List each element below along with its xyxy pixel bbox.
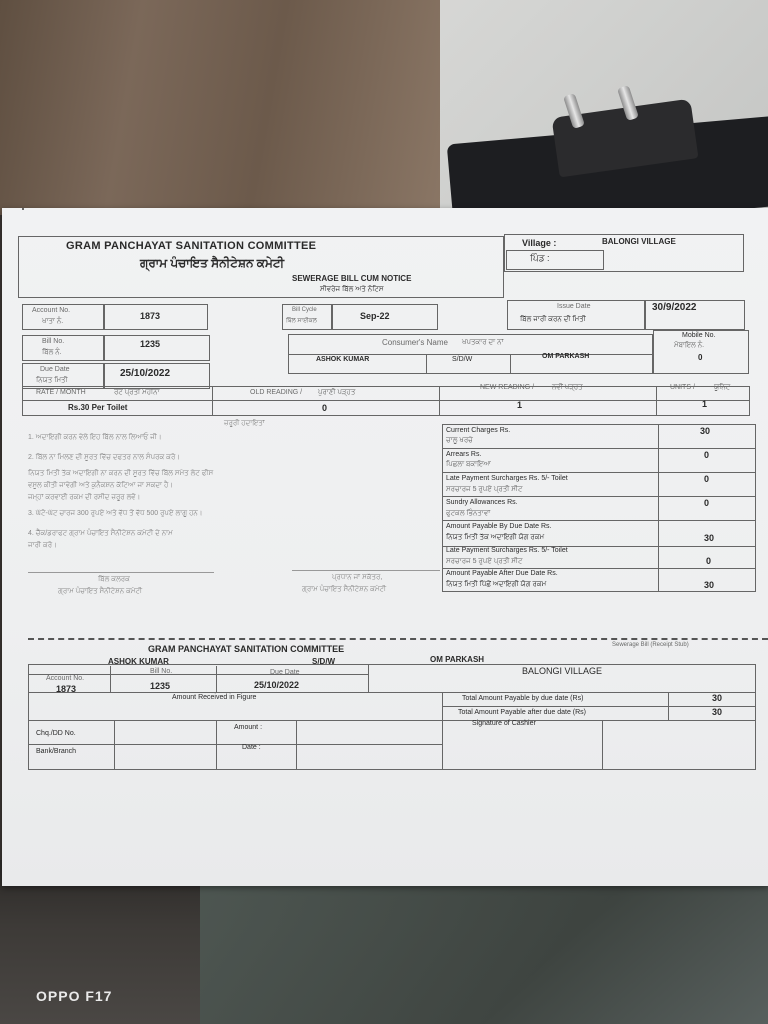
amount-by-due-label: Amount Payable By Due Date Rs. xyxy=(446,523,552,530)
late-surcharge-2-value: 0 xyxy=(706,556,712,566)
tear-off-line xyxy=(28,638,768,640)
bill-title: GRAM PANCHAYAT SANITATION COMMITTEE xyxy=(66,240,317,252)
instruction-line: 2. ਬਿੱਲ ਨਾ ਮਿਲਣ ਦੀ ਸੂਰਤ ਵਿੱਚ ਦਫਤਰ ਨਾਲ ਸੰਪਰਕ ਕਰੋ। xyxy=(28,454,180,461)
current-charges-value: 30 xyxy=(700,426,711,436)
consumer-name-value: ASHOK KUMAR xyxy=(316,356,370,363)
receipt-bill-no: 1235 xyxy=(150,681,171,691)
receipt-account-no-label: Account No. xyxy=(46,675,85,682)
rate-value: Rs.30 Per Toilet xyxy=(68,403,128,412)
old-reading-label: OLD READING / xyxy=(250,389,303,396)
arrears-label-punjabi: ਪਿਛਲਾ ਬਕਾਇਆ xyxy=(446,461,491,468)
bill-title-punjabi: ਗ੍ਰਾਮ ਪੰਚਾਇਤ ਸੈਨੀਟੇਸ਼ਨ ਕਮੇਟੀ xyxy=(140,256,285,270)
bill-subtitle: SEWERAGE BILL CUM NOTICE xyxy=(292,274,412,283)
signature-bill-clerk: ਬਿੱਲ ਕਲਰਕ xyxy=(98,576,130,583)
cashier-signature-label: Signature of Cashier xyxy=(472,720,536,727)
background-glass xyxy=(200,880,768,1024)
account-no-label-punjabi: ਖਾਤਾ ਨੰ. xyxy=(42,318,64,325)
bill-subtitle-punjabi: ਸੀਵਰੇਜ ਬਿੱਲ ਅਤੇ ਨੋਟਿਸ xyxy=(320,286,384,293)
units-label: UNITS / xyxy=(670,384,695,391)
instruction-line: ਜਾਰੀ ਕਰੋ। xyxy=(28,542,57,549)
receipt-title: GRAM PANCHAYAT SANITATION COMMITTEE xyxy=(148,644,345,654)
current-charges-label-punjabi: ਚਾਲੂ ਖਰਚੇ xyxy=(446,437,473,444)
amount-after-due-value: 30 xyxy=(704,580,715,590)
issue-date-label-punjabi: ਬਿੱਲ ਜਾਰੀ ਕਰਨ ਦੀ ਮਿਤੀ xyxy=(520,316,586,323)
amount-label: Amount : xyxy=(234,724,263,731)
receipt-consumer-name: ASHOK KUMAR xyxy=(108,657,169,666)
receipt-stub-label: Sewerage Bill (Receipt Stub) xyxy=(612,642,689,648)
bill-cycle-value: Sep-22 xyxy=(360,311,390,321)
units-value: 1 xyxy=(702,399,708,409)
bank-branch-label: Bank/Branch xyxy=(36,748,77,755)
father-name-value: OM PARKASH xyxy=(542,353,590,360)
instruction-line: 1. ਅਦਾਇਗੀ ਕਰਨ ਵੇਲੇ ਇਹ ਬਿੱਲ ਨਾਲ ਲਿਆਓ ਜੀ। xyxy=(28,434,162,441)
issue-date-value: 30/9/2022 xyxy=(652,302,697,313)
total-after-due-label: Total Amount Payable after due date (Rs) xyxy=(458,709,587,716)
receipt-bill-no-label: Bill No. xyxy=(150,668,173,675)
bill-no-label-punjabi: ਬਿੱਲ ਨੰ. xyxy=(42,349,62,356)
late-surcharge-2-label-punjabi: ਸਰਚਾਰਜ 5 ਰੁਪਏ ਪ੍ਰਤੀ ਸੀਟ xyxy=(446,558,523,565)
receipt-account-no: 1873 xyxy=(56,684,77,694)
receipt-relation: S/D/W xyxy=(312,657,336,666)
consumer-name-label: Consumer's Name xyxy=(382,338,448,347)
bill-cycle-label-punjabi: ਬਿੱਲ ਸਾਈਕਲ xyxy=(286,318,317,324)
rate-label: RATE / MONTH xyxy=(36,389,86,396)
village-value: BALONGI VILLAGE xyxy=(602,237,676,246)
instruction-line: 3. ਘੱਟੋ-ਘੱਟ ਚਾਰਜ 300 ਰੁਪਏ ਅਤੇ ਵੱਧ ਤੋਂ ਵੱਧ 500 ਰੁਪਏ ਲਾਗੂ ਹਨ। xyxy=(28,510,203,517)
late-surcharge-value: 0 xyxy=(704,474,710,484)
village-label-box xyxy=(506,250,604,270)
sundry-label: Sundry Allowances Rs. xyxy=(446,499,518,506)
sewerage-bill-document xyxy=(2,208,768,886)
account-no-value: 1873 xyxy=(140,311,161,321)
receipt-due-date: 25/10/2022 xyxy=(254,680,300,690)
bill-no-label: Bill No. xyxy=(42,338,65,345)
new-reading-label: NEW READING / xyxy=(480,384,535,391)
amount-after-due-label-punjabi: ਨਿਯਤ ਮਿਤੀ ਪਿੱਛੋਂ ਅਦਾਇਗੀ ਯੋਗ ਰਕਮ xyxy=(446,581,547,588)
consumer-name-label-punjabi: ਖਪਤਕਾਰ ਦਾ ਨਾਂ xyxy=(462,339,504,346)
village-label: Village : xyxy=(522,238,557,248)
current-charges-label: Current Charges Rs. xyxy=(446,427,511,434)
units-label-punjabi: ਯੂਨਿਟ xyxy=(714,384,731,391)
bill-no-value: 1235 xyxy=(140,339,161,349)
issue-date-label: Issue Date xyxy=(557,303,591,310)
due-date-value: 25/10/2022 xyxy=(120,368,171,379)
sundry-value: 0 xyxy=(704,498,710,508)
instruction-line: ਵਸੂਲ ਕੀਤੀ ਜਾਵੇਗੀ ਅਤੇ ਕੁਨੈਕਸ਼ਨ ਕੱਟਿਆ ਜਾ ਸਕਦਾ ਹੈ। xyxy=(28,482,173,489)
new-reading-value: 1 xyxy=(517,400,523,410)
late-surcharge-label: Late Payment Surcharges Rs. 5/- Toilet xyxy=(446,475,568,482)
instruction-line: ਜਮ੍ਹਾਂ ਕਰਵਾਈ ਰਕਮ ਦੀ ਰਸੀਦ ਜ਼ਰੂਰ ਲਵੋ। xyxy=(28,494,141,501)
signature-president: ਪ੍ਰਧਾਨ ਜਾਂ ਸਕੱਤਰ, xyxy=(332,574,383,581)
signature-president-org: ਗ੍ਰਾਮ ਪੰਚਾਇਤ ਸੈਨੀਟੇਸ਼ਨ ਕਮੇਟੀ xyxy=(302,586,387,593)
instructions-heading: ਜ਼ਰੂਰੀ ਹਦਾਇਤਾਂ xyxy=(224,420,265,427)
late-surcharge-label-punjabi: ਸਰਚਾਰਜ 5 ਰੁਪਏ ਪ੍ਰਤੀ ਸੀਟ xyxy=(446,486,523,493)
instruction-line: 4. ਚੈੱਕ/ਡਰਾਫਟ ਗ੍ਰਾਮ ਪੰਚਾਇਤ ਸੈਨੀਟੇਸ਼ਨ ਕਮੇਟੀ ਦੇ ਨਾਮ xyxy=(28,530,173,537)
old-reading-label-punjabi: ਪੁਰਾਣੀ ਪੜ੍ਹਤ xyxy=(318,389,356,396)
amount-by-due-label-punjabi: ਨਿਯਤ ਮਿਤੀ ਤੱਕ ਅਦਾਇਗੀ ਯੋਗ ਰਕਮ xyxy=(446,534,545,541)
due-date-label: Due Date xyxy=(40,366,70,373)
amount-after-due-label: Amount Payable After Due Date Rs. xyxy=(446,570,558,577)
rate-label-punjabi: ਰੇਟ ਪ੍ਰਤੀ ਮਹੀਨਾ xyxy=(114,389,160,396)
mobile-label-punjabi: ਮੋਬਾਇਲ ਨੰ. xyxy=(674,342,705,349)
signature-bill-clerk-org: ਗ੍ਰਾਮ ਪੰਚਾਇਤ ਸੈਨੀਟੇਸ਼ਨ ਕਮੇਟੀ xyxy=(58,588,143,595)
total-by-due-value: 30 xyxy=(712,693,723,703)
relation-label: S/D/W xyxy=(452,356,473,363)
arrears-value: 0 xyxy=(704,450,710,460)
date-label: Date : xyxy=(242,744,261,751)
late-surcharge-2-label: Late Payment Surcharges Rs. 5/- Toilet xyxy=(446,547,568,554)
instruction-line: ਨਿਯਤ ਮਿਤੀ ਤੱਕ ਅਦਾਇਗੀ ਨਾ ਕਰਨ ਦੀ ਸੂਰਤ ਵਿੱਚ ਬਿੱਲ ਸਮੇਤ ਲੇਟ ਫੀਸ xyxy=(28,470,214,477)
total-by-due-label: Total Amount Payable by due date (Rs) xyxy=(462,695,584,702)
village-label-punjabi: ਪਿੰਡ : xyxy=(530,253,550,263)
new-reading-label-punjabi: ਨਵੀਂ ਪੜ੍ਹਤ xyxy=(552,384,583,391)
sundry-label-punjabi: ਫੁਟਕਲ ਭਿੰਨਤਾਵਾਂ xyxy=(446,510,491,517)
bill-cycle-label: Bill Cycle xyxy=(292,307,317,313)
amount-by-due-value: 30 xyxy=(704,533,715,543)
amount-received-figure-label: Amount Received in Figure xyxy=(172,694,257,701)
old-reading-value: 0 xyxy=(322,403,328,413)
total-after-due-value: 30 xyxy=(712,707,723,717)
receipt-father-name: OM PARKASH xyxy=(430,655,485,664)
receipt-due-date-label: Due Date xyxy=(270,669,300,676)
camera-watermark: OPPO F17 xyxy=(36,988,113,1004)
chq-dd-label: Chq./DD No. xyxy=(36,730,76,737)
account-no-label: Account No. xyxy=(32,307,71,314)
receipt-grid xyxy=(28,664,756,770)
due-date-label-punjabi: ਨਿਯਤ ਮਿਤੀ xyxy=(36,377,68,384)
mobile-label: Mobile No. xyxy=(682,332,716,339)
mobile-value: 0 xyxy=(698,353,703,362)
arrears-label: Arrears Rs. xyxy=(446,451,482,458)
receipt-village: BALONGI VILLAGE xyxy=(522,666,603,676)
background-wood-surface xyxy=(0,0,440,215)
